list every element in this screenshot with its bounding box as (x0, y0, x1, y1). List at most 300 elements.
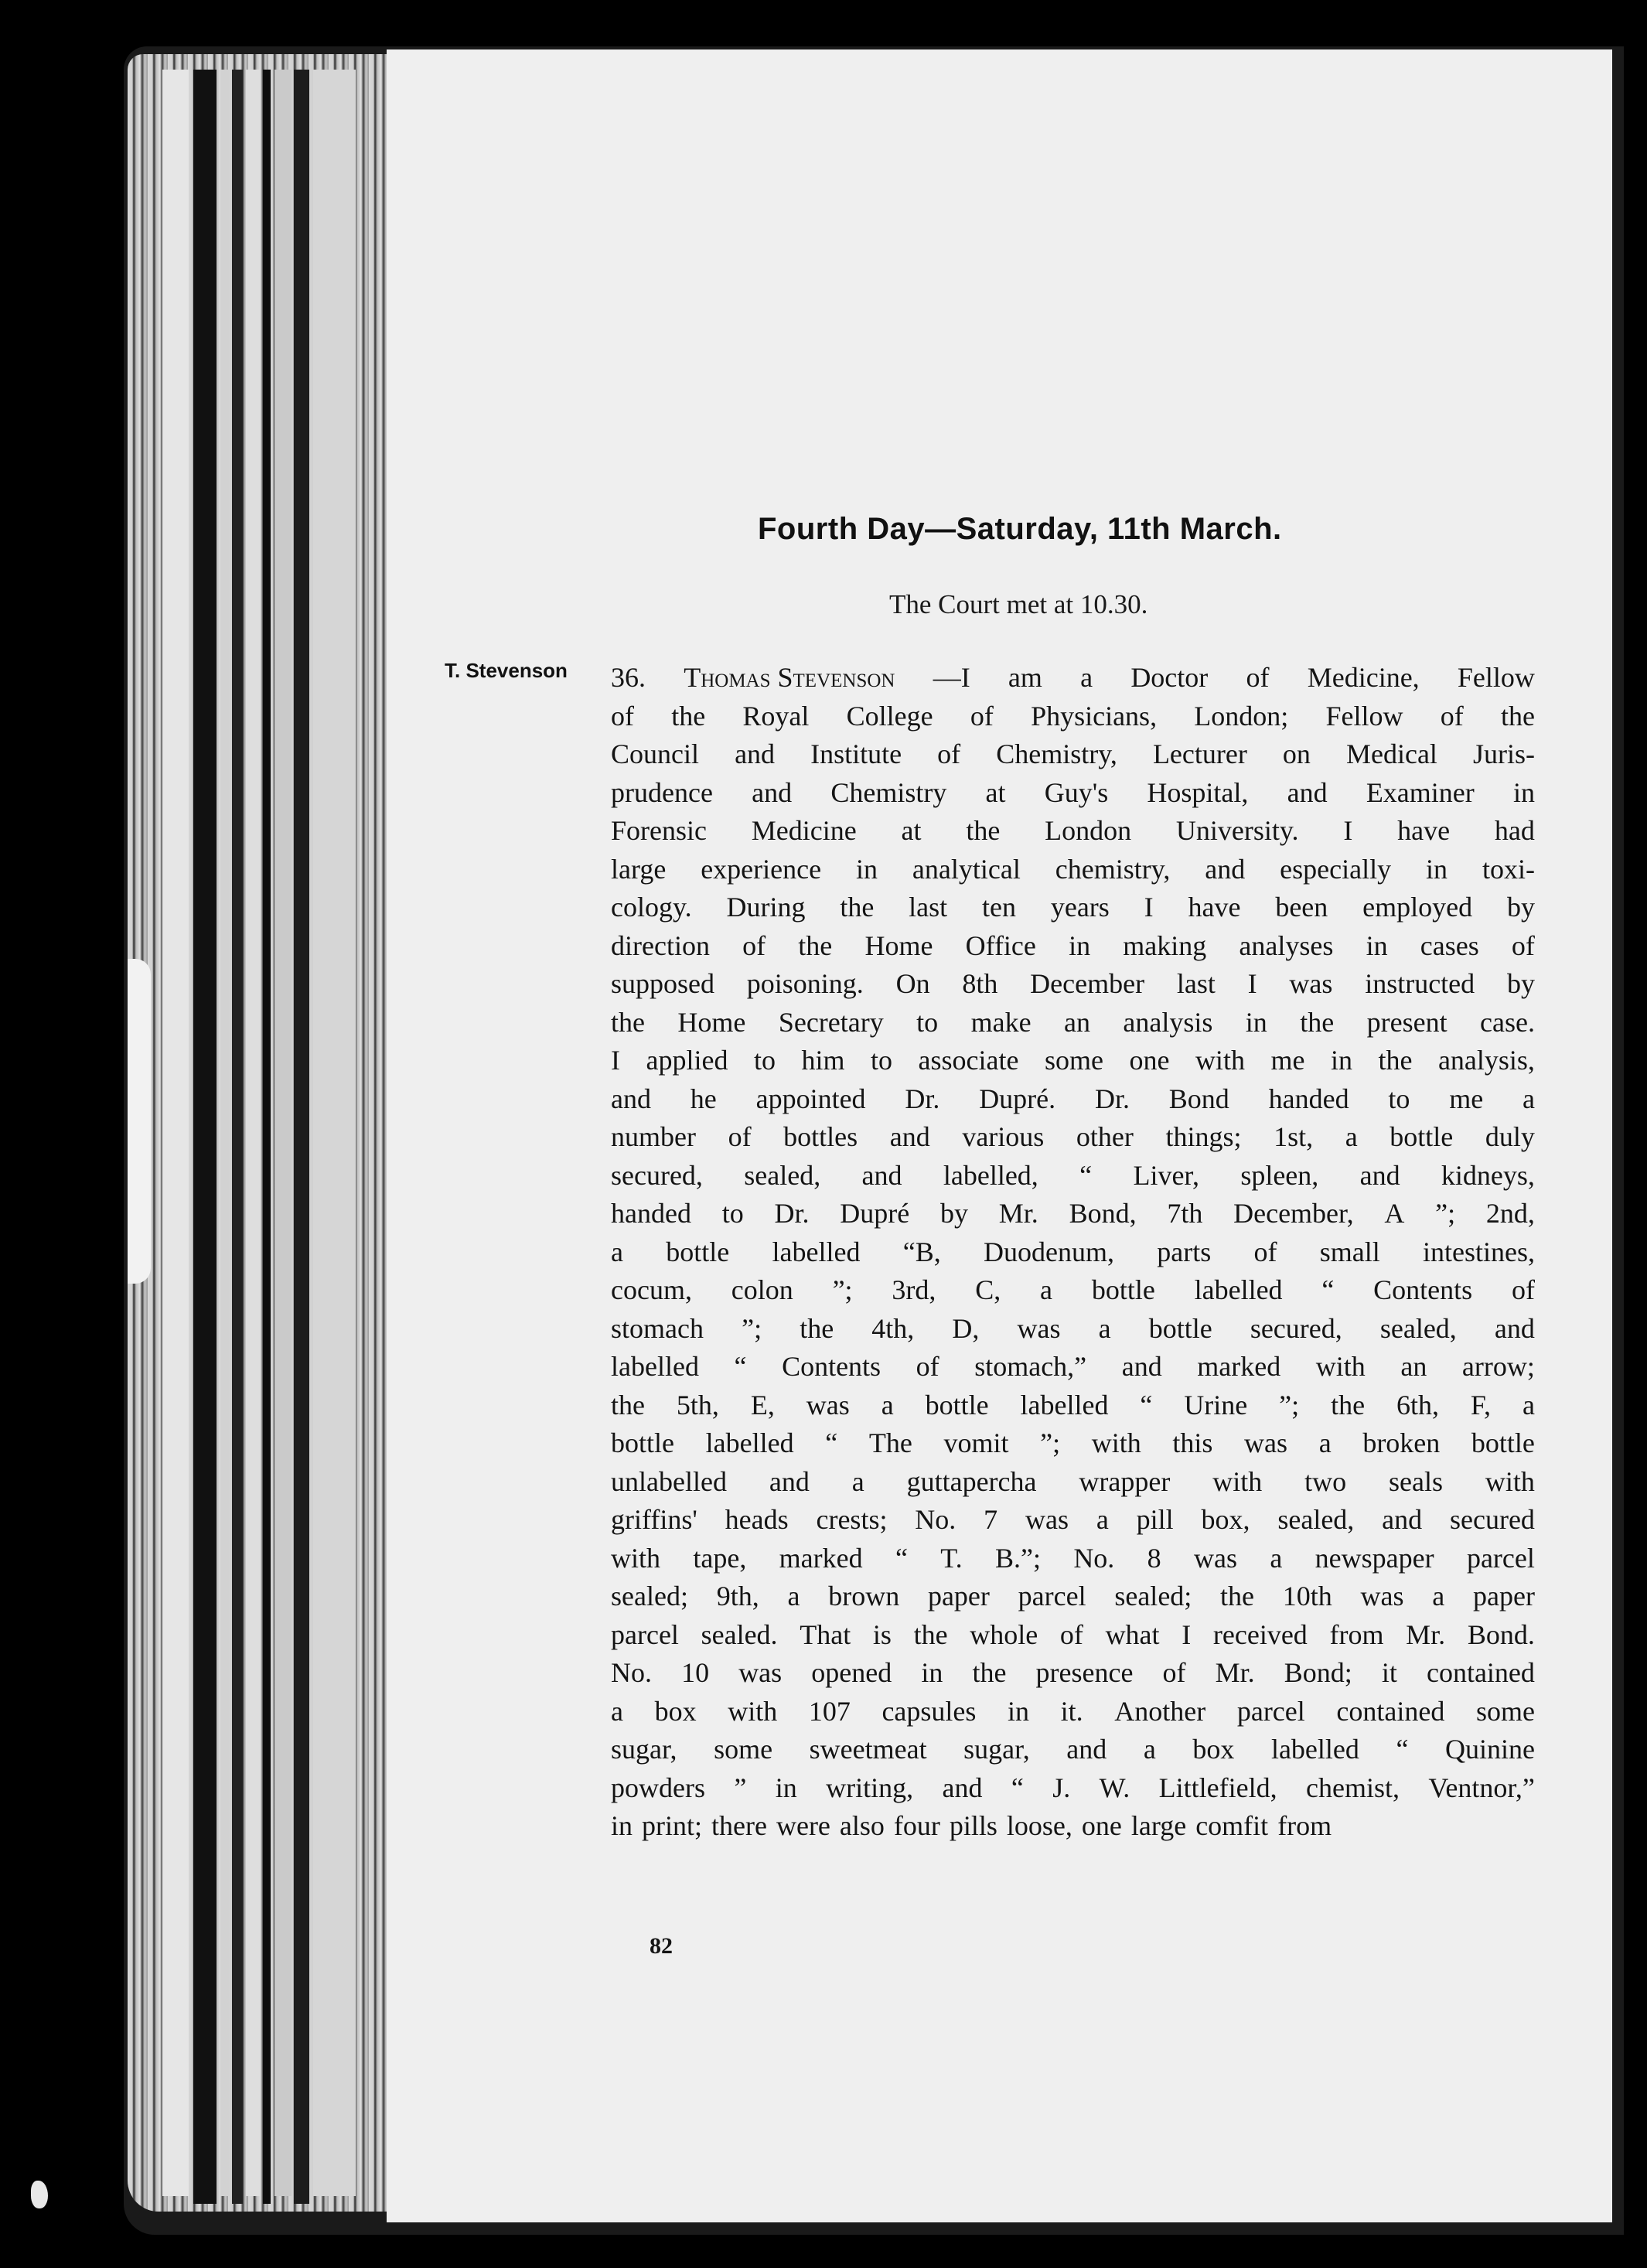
word: the (1300, 1006, 1335, 1038)
word: “ (1079, 1159, 1093, 1191)
word: two (1304, 1465, 1347, 1497)
text-line (611, 735, 1535, 774)
word: 7th (1167, 1198, 1203, 1229)
word: in (775, 1772, 797, 1803)
word: stomach (611, 1312, 704, 1344)
word: W. (1099, 1772, 1130, 1803)
word: in (921, 1657, 943, 1688)
word: things; (1165, 1121, 1242, 1152)
word: a (1523, 1083, 1535, 1114)
word: seals (1389, 1465, 1443, 1497)
word: broken (1362, 1427, 1441, 1458)
text-line (611, 1042, 1535, 1080)
word: with (1485, 1465, 1535, 1497)
word: “ (1140, 1389, 1153, 1420)
word: Mr. (1215, 1657, 1255, 1688)
word: in (611, 1810, 633, 1841)
word: 10th (1282, 1581, 1332, 1611)
word: secured (1449, 1504, 1535, 1535)
word: labelled (1194, 1274, 1283, 1305)
word: No. (611, 1657, 652, 1688)
word: I (1144, 892, 1154, 923)
word: capsules (881, 1695, 977, 1727)
word: large (1130, 1810, 1187, 1841)
word: experience (701, 853, 822, 885)
word: was (1025, 1504, 1069, 1535)
text-line (611, 1157, 1535, 1195)
word: making (1123, 929, 1207, 961)
word: of (1440, 700, 1464, 732)
word: sealed. (701, 1618, 778, 1650)
word: in (1069, 929, 1091, 961)
word: guttapercha (906, 1465, 1037, 1497)
word: Medicine, (1307, 662, 1420, 693)
word: On (895, 968, 930, 999)
word: it (1381, 1657, 1397, 1688)
word: London; (1194, 700, 1289, 732)
word: from (1329, 1618, 1384, 1650)
word: Duodenum, (983, 1236, 1114, 1267)
word: was (1289, 968, 1333, 999)
word: case. (1480, 1006, 1535, 1038)
word: the (966, 815, 1001, 846)
word: by (1506, 968, 1535, 999)
word: various (962, 1121, 1045, 1152)
word: toxi- (1482, 853, 1535, 885)
word: Bond; (1284, 1657, 1352, 1688)
word: a (851, 1465, 864, 1497)
word: Fellow (1325, 700, 1403, 732)
word: was (1360, 1581, 1404, 1611)
word: some (1044, 1045, 1103, 1076)
word: have (1397, 815, 1451, 846)
word: handed (1268, 1083, 1349, 1114)
page-number: 82 (650, 1933, 673, 1959)
word: sealed, (744, 1159, 821, 1191)
word: the (840, 892, 875, 923)
word: Dupré (840, 1198, 910, 1229)
word: cases (1420, 929, 1479, 961)
text-line (611, 659, 1535, 697)
word: Bond, (1069, 1198, 1137, 1229)
word: to (721, 1198, 744, 1229)
word: box (1192, 1734, 1235, 1765)
word: powders (611, 1772, 705, 1803)
word: crests; (816, 1504, 888, 1535)
text-line (611, 1769, 1535, 1808)
word: a (1143, 1734, 1156, 1765)
word: sealed; (1114, 1581, 1192, 1611)
word: and (1121, 1351, 1162, 1382)
word: spleen, (1240, 1159, 1319, 1191)
word: During (726, 892, 806, 923)
word: of (728, 1121, 752, 1152)
word: Contents (782, 1351, 881, 1382)
word: “ (825, 1427, 838, 1458)
word: writing, (826, 1772, 914, 1803)
word: Royal (742, 700, 810, 732)
word: was (1017, 1312, 1061, 1344)
word: of (1246, 662, 1270, 693)
word: by (1506, 892, 1535, 923)
word: 8th (962, 968, 998, 999)
word: chemistry, (1055, 853, 1171, 885)
word: 6th, (1396, 1389, 1439, 1420)
word: Institute (810, 738, 902, 769)
text-line (611, 965, 1535, 1004)
word: direction (611, 929, 710, 961)
word: in (1008, 1695, 1030, 1727)
word: Examiner (1366, 776, 1475, 808)
word: in (856, 853, 878, 885)
word: Quinine (1445, 1734, 1535, 1765)
word: at (901, 815, 922, 846)
word: and (942, 1772, 983, 1803)
word: last (1176, 968, 1216, 999)
word: Secretary (778, 1006, 884, 1038)
word: No. (1073, 1542, 1115, 1574)
word: bottle (1390, 1121, 1454, 1152)
text-line (611, 1463, 1535, 1502)
word: with (1315, 1351, 1366, 1382)
text-line (611, 1118, 1535, 1157)
word: in (1330, 1045, 1352, 1076)
word: a (611, 1236, 623, 1267)
word: the (1220, 1581, 1255, 1611)
word: marked (779, 1542, 863, 1574)
text-line (611, 1348, 1535, 1386)
word: Medicine (751, 815, 857, 846)
word: Mr. (998, 1198, 1038, 1229)
binding-clip (128, 959, 151, 1284)
word: of (1512, 1274, 1535, 1305)
word: sugar, (611, 1734, 677, 1765)
word: I (1182, 1618, 1192, 1650)
word: Chemistry (830, 776, 947, 808)
word: analysis, (1437, 1045, 1535, 1076)
body-text (611, 659, 1535, 1846)
word: No. (915, 1504, 956, 1535)
word: in (1426, 853, 1448, 885)
word: University. (1175, 815, 1299, 846)
word: poisoning. (746, 968, 864, 999)
word: a (1345, 1121, 1358, 1152)
word: bottle (1471, 1427, 1535, 1458)
word: sealed, (1277, 1504, 1355, 1535)
word: “B, (902, 1236, 941, 1267)
word: I (1343, 815, 1353, 846)
text-line (611, 1693, 1535, 1731)
word: and (611, 1083, 651, 1114)
word: the (671, 700, 706, 732)
word: Physicians, (1031, 700, 1158, 732)
word: instructed (1365, 968, 1475, 999)
word: four (893, 1810, 940, 1841)
page-edge-strip (193, 70, 217, 2204)
word: Doctor (1130, 662, 1209, 693)
word: That (800, 1618, 851, 1650)
word: him (801, 1045, 845, 1076)
word: ”; (1040, 1427, 1061, 1458)
word: 1st, (1274, 1121, 1314, 1152)
word: Dr. (774, 1198, 810, 1229)
word: me (1270, 1045, 1305, 1076)
word: A (1384, 1198, 1405, 1229)
word: parcel (1018, 1581, 1086, 1611)
text-line (611, 1004, 1535, 1042)
word: of (1253, 1236, 1277, 1267)
word: especially (1280, 853, 1392, 885)
page-edge-strip (274, 70, 292, 2196)
word: London (1045, 815, 1132, 846)
text-line (611, 1386, 1535, 1425)
word: from (1277, 1810, 1332, 1841)
word: and (1066, 1734, 1107, 1765)
word: labelled (1270, 1734, 1359, 1765)
text-line (611, 774, 1535, 813)
word: 7 (984, 1504, 998, 1535)
word: one (1129, 1045, 1170, 1076)
word: presence (1035, 1657, 1134, 1688)
text-line (611, 1080, 1535, 1119)
word: analysis (1123, 1006, 1213, 1038)
word: the (611, 1389, 645, 1420)
word: heads (725, 1504, 789, 1535)
word: 10 (681, 1657, 710, 1688)
word: a (1318, 1427, 1332, 1458)
word: in (1366, 929, 1388, 961)
margin-note: T. Stevenson (445, 659, 568, 682)
word: a (787, 1581, 800, 1611)
word: Another (1114, 1695, 1206, 1727)
word: The (868, 1427, 912, 1458)
text-line (611, 1501, 1535, 1540)
word: 3rd, (892, 1274, 936, 1305)
word: C, (975, 1274, 1001, 1305)
word: December, (1233, 1198, 1354, 1229)
word: some (714, 1734, 773, 1765)
word: Juris- (1472, 738, 1535, 769)
word: a (611, 1695, 623, 1727)
word: prudence (611, 776, 713, 808)
word: handed (611, 1198, 691, 1229)
word: marked (1197, 1351, 1281, 1382)
word: box, (1201, 1504, 1250, 1535)
word: 5th, (676, 1389, 719, 1420)
word: Littlefield, (1158, 1772, 1277, 1803)
word: 2nd, (1485, 1198, 1535, 1229)
word: the (1500, 700, 1535, 732)
word: and (769, 1465, 810, 1497)
word: in (1512, 776, 1535, 808)
page-subheading: The Court met at 10.30. (889, 589, 1148, 619)
word: contained (1336, 1695, 1445, 1727)
word: also (839, 1810, 885, 1841)
word: “ (1321, 1274, 1335, 1305)
text-line (611, 1616, 1535, 1655)
word: parcel (1466, 1542, 1535, 1574)
word: 8 (1147, 1542, 1161, 1574)
word: labelled (772, 1236, 861, 1267)
word: tape, (693, 1542, 747, 1574)
word: and (735, 738, 776, 769)
word: Dupré. (979, 1083, 1056, 1114)
word: analyses (1239, 929, 1334, 961)
word: duly (1485, 1121, 1535, 1152)
word: with (1212, 1465, 1263, 1497)
scan-speck (31, 2181, 48, 2208)
word: “ (1011, 1772, 1024, 1803)
word: Home (677, 1006, 746, 1038)
word: and (752, 776, 793, 808)
word: last (909, 892, 948, 923)
word: me (1449, 1083, 1484, 1114)
word: Bond. (1467, 1618, 1535, 1650)
word: and (889, 1121, 930, 1152)
word: of (1162, 1657, 1186, 1688)
word: to (871, 1045, 893, 1076)
word: brown (828, 1581, 900, 1611)
word: I (611, 1045, 620, 1076)
word: of (611, 700, 634, 732)
word: a (1522, 1389, 1535, 1420)
word: bottles (783, 1121, 858, 1152)
text-line (611, 1731, 1535, 1769)
page-edge-strip (162, 70, 189, 2196)
word: number (611, 1121, 696, 1152)
text-line (611, 697, 1535, 736)
word: ” (734, 1772, 747, 1803)
word: Fellow (1457, 662, 1535, 693)
word: contained (1426, 1657, 1535, 1688)
word: newspaper (1315, 1542, 1434, 1574)
page-edge-strip (246, 70, 260, 2196)
word: Council (611, 738, 699, 769)
word: and (1205, 853, 1246, 885)
word: wrapper (1079, 1465, 1171, 1497)
word: ”; (832, 1274, 853, 1305)
word: unlabelled (611, 1465, 727, 1497)
word: parts (1157, 1236, 1212, 1267)
word: make (970, 1006, 1032, 1038)
word: labelled (1020, 1389, 1109, 1420)
word: Mr. (1406, 1618, 1446, 1650)
word: Dr. (905, 1083, 940, 1114)
page-edge-strip (313, 70, 356, 2196)
word: comfit (1195, 1810, 1269, 1841)
word: the (798, 929, 833, 961)
word: Office (965, 929, 1036, 961)
word: Hospital, (1147, 776, 1249, 808)
word: cology. (611, 892, 692, 923)
word: of (970, 700, 994, 732)
page-edge-strip (263, 70, 271, 2204)
word: Guy's (1044, 776, 1109, 808)
word: a (1040, 1274, 1052, 1305)
word: received (1212, 1618, 1308, 1650)
word: T. (940, 1542, 963, 1574)
word: was (806, 1389, 850, 1420)
word: the (1331, 1389, 1366, 1420)
word: colon (731, 1274, 793, 1305)
word: cocum, (611, 1274, 692, 1305)
page-edge-strip (220, 70, 230, 2196)
word: bottle (1148, 1312, 1212, 1344)
word: kidneys, (1441, 1159, 1535, 1191)
word: a (1270, 1542, 1283, 1574)
text-line (611, 812, 1535, 851)
word: a (1098, 1312, 1111, 1344)
word: the (972, 1657, 1007, 1688)
word: he (690, 1083, 717, 1114)
word: am (1008, 662, 1042, 693)
word: and (1287, 776, 1328, 808)
word: chemist, (1305, 1772, 1400, 1803)
word: there (711, 1810, 767, 1841)
word: College (846, 700, 933, 732)
word: a (1096, 1504, 1109, 1535)
word: the (800, 1312, 834, 1344)
word: bottle (1091, 1274, 1155, 1305)
word: of (1511, 929, 1535, 961)
word: a (1432, 1581, 1445, 1611)
word: of (742, 929, 766, 961)
word: this (1172, 1427, 1213, 1458)
word: pill (1136, 1504, 1174, 1535)
word: other (1076, 1121, 1134, 1152)
word: B.”; (994, 1542, 1041, 1574)
word: applied (646, 1045, 728, 1076)
word: an (1063, 1006, 1090, 1038)
word: at (985, 776, 1006, 808)
word: labelled (705, 1427, 794, 1458)
word: years (1050, 892, 1110, 923)
word: with (1195, 1045, 1245, 1076)
word: J. (1052, 1772, 1071, 1803)
word: is (872, 1618, 892, 1650)
text-line (611, 1424, 1535, 1463)
word: intestines, (1423, 1236, 1535, 1267)
word: ”; (1279, 1389, 1300, 1420)
word: ”; (742, 1312, 762, 1344)
word: arrow; (1461, 1351, 1535, 1382)
word: secured, (1250, 1312, 1342, 1344)
word: Ventnor,” (1428, 1772, 1535, 1803)
word: associate (918, 1045, 1019, 1076)
word: the (913, 1618, 948, 1650)
word: “ (734, 1351, 747, 1382)
word: in (1245, 1006, 1267, 1038)
word: labelled, (943, 1159, 1038, 1191)
word: sweetmeat (809, 1734, 927, 1765)
word: of (937, 738, 961, 769)
word: F, (1470, 1389, 1492, 1420)
text-line (611, 1271, 1535, 1310)
text-line (611, 1233, 1535, 1272)
word: 9th, (716, 1581, 759, 1611)
word: sealed, (1379, 1312, 1457, 1344)
word: to (1388, 1083, 1410, 1114)
word: of (1059, 1618, 1083, 1650)
word: I (1247, 968, 1257, 999)
word: parcel (1236, 1695, 1305, 1727)
word: 4th, (871, 1312, 915, 1344)
word: secured, (611, 1159, 703, 1191)
word: Home (864, 929, 933, 961)
word: griffins' (611, 1504, 697, 1535)
paragraph-number: 36. (611, 662, 646, 693)
word: small (1319, 1236, 1380, 1267)
